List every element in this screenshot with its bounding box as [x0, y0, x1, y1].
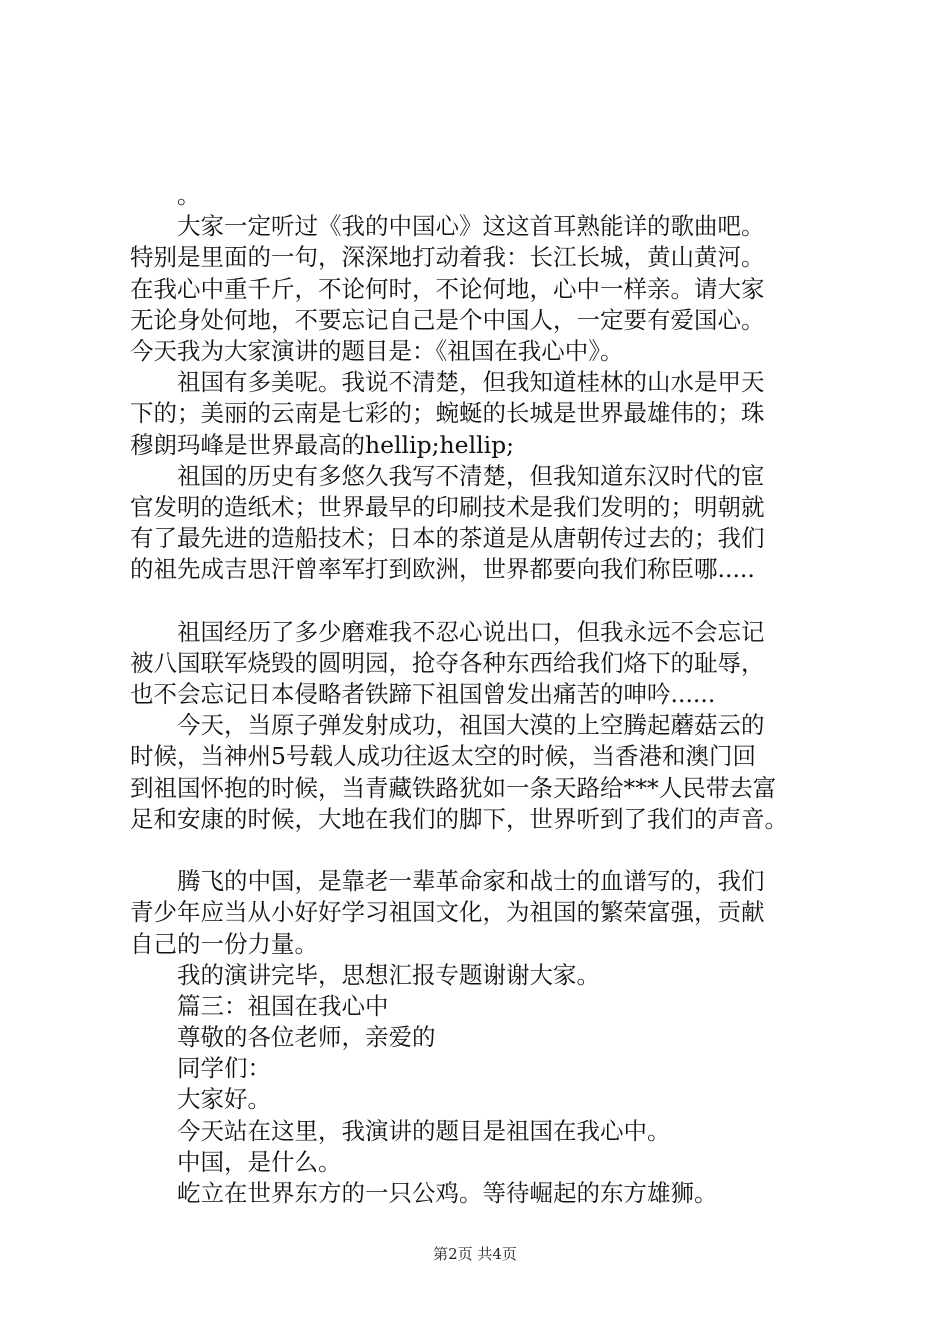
page-number-footer: 第2页 共4页 [433, 1245, 517, 1263]
text-line: 在我心中重千斤，不论何时，不论何地，心中一样亲。请大家 [130, 274, 765, 303]
text-line: 今天我为大家演讲的题目是：《祖国在我心中》。 [130, 336, 624, 365]
text-line: 。 [177, 181, 201, 209]
paragraph-start: 祖国经历了多少磨难我不忍心说出口，但我永远不会忘记 [177, 617, 765, 646]
text-line: 自己的一份力量。 [130, 929, 318, 958]
text-line: 无论身处何地，不要忘记自己是个中国人，一定要有爱国心。 [130, 305, 765, 334]
text-line: 穆朗玛峰是世界最高的hellip;hellip; [130, 430, 515, 459]
text-line: 青少年应当从小好好学习祖国文化，为祖国的繁荣富强，贡献 [130, 898, 765, 927]
paragraph-start: 今天站在这里，我演讲的题目是祖国在我心中。 [177, 1116, 671, 1145]
greeting: 大家好。 [177, 1085, 271, 1114]
text-line: 时候，当神州5号载人成功往返太空的时候，当香港和澳门回 [130, 742, 756, 771]
text-line: 足和安康的时候，大地在我们的脚下，世界听到了我们的声音。 [130, 804, 788, 833]
text-line: 官发明的造纸术；世界最早的印刷技术是我们发明的；明朝就 [130, 492, 765, 521]
text-line: 的祖先成吉思汗曾率军打到欧洲，世界都要向我们称臣哪..... [130, 555, 755, 584]
paragraph-start: 腾飞的中国，是靠老一辈革命家和战士的血谱写的，我们 [177, 867, 765, 896]
text-line: 下的；美丽的云南是七彩的；蜿蜒的长城是世界最雄伟的；珠 [130, 399, 765, 428]
document-body [130, 180, 840, 1209]
paragraph-start: 祖国有多美呢。我说不清楚，但我知道桂林的山水是甲天 [177, 368, 765, 397]
section-heading: 篇三：祖国在我心中 [177, 991, 389, 1020]
salutation: 同学们： [177, 1054, 271, 1083]
paragraph-gap [130, 585, 840, 616]
salutation: 尊敬的各位老师，亲爱的 [177, 1023, 436, 1052]
text-line: 也不会忘记日本侵略者铁蹄下祖国曾发出痛苦的呻吟...... [130, 680, 716, 708]
text-line: 有了最先进的造船技术；日本的茶道是从唐朝传过去的；我们 [130, 524, 765, 553]
paragraph-start: 屹立在世界东方的一只公鸡。等待崛起的东方雄狮。 [177, 1179, 718, 1207]
text-line: 特别是里面的一句，深深地打动着我：长江长城，黄山黄河。 [130, 243, 765, 272]
paragraph-start: 中国，是什么。 [177, 1147, 342, 1176]
text-line: 到祖国怀抱的时候，当青藏铁路犹如一条天路给***人民带去富 [130, 773, 777, 802]
paragraph-start: 我的演讲完毕，思想汇报专题谢谢大家。 [177, 960, 600, 989]
paragraph-start: 今天，当原子弹发射成功，祖国大漠的上空腾起蘑菇云的 [177, 711, 765, 740]
paragraph-start: 大家一定听过《我的中国心》这这首耳熟能详的歌曲吧。 [177, 212, 765, 241]
text-line: 被八国联军烧毁的圆明园，抢夺各种东西给我们烙下的耻辱， [130, 648, 765, 677]
paragraph-start: 祖国的历史有多悠久我写不清楚，但我知道东汉时代的宦 [177, 461, 765, 490]
paragraph-gap [130, 835, 840, 866]
